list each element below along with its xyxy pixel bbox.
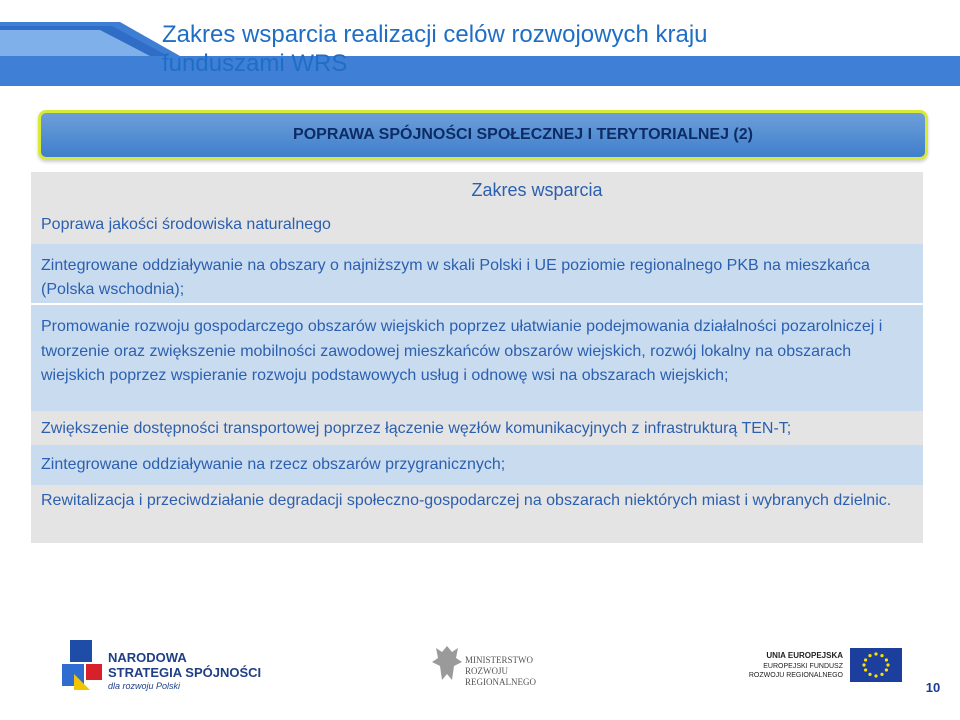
- eu-line2: EUROPEJSKI FUNDUSZ: [763, 663, 843, 670]
- section-banner: [38, 110, 928, 160]
- nss-line2: STRATEGIA SPÓJNOŚCI: [108, 665, 262, 680]
- eu-line3: ROZWOJU REGIONALNEGO: [748, 672, 843, 679]
- section-banner-text: POPRAWA SPÓJNOŚCI SPOŁECZNEJ I TERYTORIALNEJ (2): [293, 126, 753, 143]
- table-row: Zwiększenie dostępności transportowej poprzez łączenie węzłów komunikacyjnych z infrastrukturą TEN-T;: [31, 411, 923, 445]
- table-row: Promowanie rozwoju gospodarczego obszarów wiejskich poprzez ułatwianie podejmowania działalności pozarolniczej i tworzenie oraz zwiększenie mobilności zawodowej mieszkańców obszarów wiejskich, rozwój lokalny na obszarach wiejskich poprzez wspieranie rozwoju podstawowych usług i odnowę wsi na obszarach wiejskich;: [31, 303, 923, 411]
- nss-line1: NARODOWA: [108, 650, 187, 665]
- header-band: [0, 0, 960, 88]
- ministry-line3: REGIONALNEGO: [465, 677, 536, 687]
- eu-logo: [749, 648, 902, 682]
- table-row: Zintegrowane oddziaływanie na rzecz obszarów przygranicznych;: [31, 445, 923, 485]
- eagle-emblem-icon: [432, 646, 462, 680]
- slide-title: Zakres wsparcia realizacji celów rozwojowych kraju funduszami WRS: [162, 21, 708, 77]
- nss-tagline: dla rozwoju Polski: [108, 681, 181, 691]
- table-row: Zintegrowane oddziaływanie na obszary o najniższym w skali Polski i UE poziomie regionalnego PKB na mieszkańca (Polska wschodnia);: [31, 244, 923, 303]
- ministry-logo: [432, 646, 536, 687]
- table-header: Zakres wsparcia: [31, 172, 923, 208]
- table-row: Rewitalizacja i przeciwdziałanie degradacji społeczno-gospodarczej na obszarach niektórych miast i wybranych dzielnic.: [31, 485, 923, 543]
- footer-logos: [0, 630, 960, 715]
- ministry-line1: MINISTERSTWO: [465, 655, 533, 665]
- eu-line1: UNIA EUROPEJSKA: [766, 651, 843, 660]
- nss-logo: [62, 640, 261, 691]
- footer-logos-graphic: [0, 630, 960, 715]
- ministry-line2: ROZWOJU: [465, 666, 508, 676]
- table-row: Poprawa jakości środowiska naturalnego: [31, 208, 923, 244]
- page-number: 10: [925, 680, 941, 695]
- support-scope-table: [31, 172, 923, 543]
